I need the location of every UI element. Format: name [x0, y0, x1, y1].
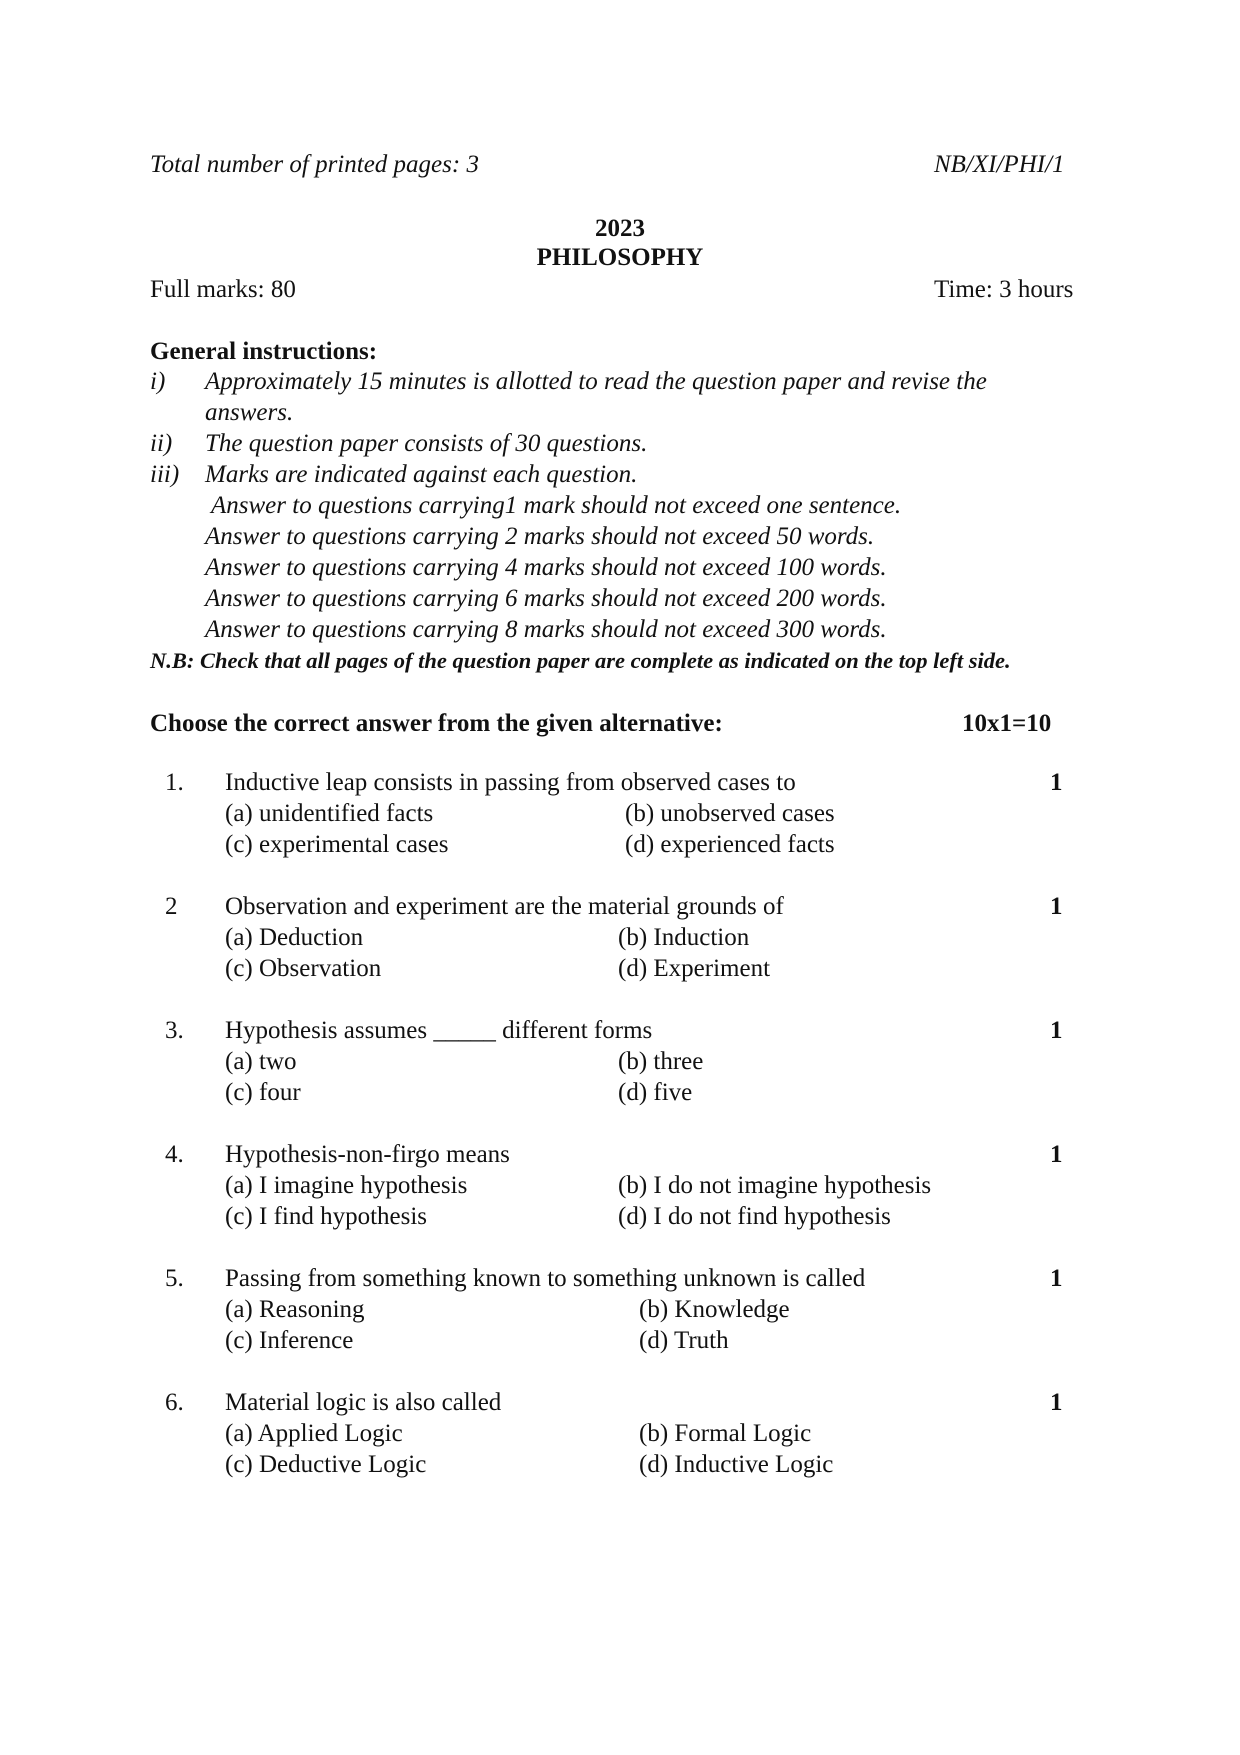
option-c: (c) I find hypothesis — [225, 1203, 428, 1230]
option-d: (d) experienced facts — [625, 831, 835, 858]
instruction-number: ii) — [150, 430, 173, 457]
option-c: (c) experimental cases — [225, 831, 449, 858]
nb-note: N.B: Check that all pages of the question paper are complete as indicated on the top left side. — [150, 648, 1011, 673]
option-a: (a) unidentified facts — [225, 800, 434, 827]
instruction-text-continued: answers. — [205, 399, 294, 426]
exam-year: 2023 — [595, 215, 645, 242]
option-b: (b) Formal Logic — [639, 1420, 812, 1447]
instruction-number: iii) — [150, 461, 180, 488]
paper-code: NB/XI/PHI/1 — [934, 151, 1065, 178]
option-a: (a) I imagine hypothesis — [225, 1172, 468, 1199]
option-b: (b) Induction — [618, 924, 750, 951]
question-number: 5. — [165, 1265, 184, 1292]
option-d: (d) five — [618, 1079, 693, 1106]
question-text: Passing from something known to something unknown is called — [225, 1265, 866, 1292]
instruction-text: Approximately 15 minutes is allotted to read the question paper and revise the — [205, 368, 987, 395]
option-a: (a) Applied Logic — [225, 1420, 403, 1447]
option-a: (a) Deduction — [225, 924, 364, 951]
instruction-text: Marks are indicated against each question. — [205, 461, 638, 488]
word-limit-note: Answer to questions carrying1 mark should not exceed one sentence. — [211, 492, 902, 519]
option-d: (d) Experiment — [618, 955, 771, 982]
option-b: (b) unobserved cases — [625, 800, 835, 827]
time-allowed: Time: 3 hours — [934, 276, 1074, 303]
question-number: 6. — [165, 1389, 184, 1416]
option-c: (c) four — [225, 1079, 301, 1106]
question-text: Observation and experiment are the material grounds of — [225, 893, 784, 920]
option-c: (c) Inference — [225, 1327, 354, 1354]
question-marks: 1 — [1050, 1265, 1063, 1292]
question-marks: 1 — [1050, 893, 1063, 920]
printed-pages-note: Total number of printed pages: 3 — [150, 151, 479, 178]
section-title: Choose the correct answer from the given alternative: — [150, 710, 723, 737]
word-limit-note: Answer to questions carrying 2 marks should not exceed 50 words. — [205, 523, 875, 550]
option-a: (a) Reasoning — [225, 1296, 365, 1323]
full-marks: Full marks: 80 — [150, 276, 296, 303]
word-limit-note: Answer to questions carrying 8 marks should not exceed 300 words. — [205, 616, 887, 643]
question-number: 2 — [165, 893, 178, 920]
instructions-heading: General instructions: — [150, 338, 378, 365]
option-b: (b) I do not imagine hypothesis — [618, 1172, 932, 1199]
word-limit-note: Answer to questions carrying 4 marks should not exceed 100 words. — [205, 554, 887, 581]
subject-title: PHILOSOPHY — [536, 244, 704, 271]
question-marks: 1 — [1050, 769, 1063, 796]
option-b: (b) three — [618, 1048, 704, 1075]
option-d: (d) Inductive Logic — [639, 1451, 834, 1478]
option-a: (a) two — [225, 1048, 297, 1075]
question-number: 1. — [165, 769, 184, 796]
option-d: (d) I do not find hypothesis — [618, 1203, 891, 1230]
question-marks: 1 — [1050, 1389, 1063, 1416]
question-text: Hypothesis-non-firgo means — [225, 1141, 510, 1168]
instruction-number: i) — [150, 368, 166, 395]
question-text: Material logic is also called — [225, 1389, 502, 1416]
word-limit-note: Answer to questions carrying 6 marks should not exceed 200 words. — [205, 585, 887, 612]
option-b: (b) Knowledge — [639, 1296, 790, 1323]
option-c: (c) Deductive Logic — [225, 1451, 427, 1478]
question-marks: 1 — [1050, 1141, 1063, 1168]
option-d: (d) Truth — [639, 1327, 729, 1354]
question-text: Inductive leap consists in passing from observed cases to — [225, 769, 796, 796]
question-marks: 1 — [1050, 1017, 1063, 1044]
option-c: (c) Observation — [225, 955, 382, 982]
section-marks: 10x1=10 — [962, 710, 1052, 737]
question-text: Hypothesis assumes _____ different forms — [225, 1017, 653, 1044]
question-number: 4. — [165, 1141, 184, 1168]
question-number: 3. — [165, 1017, 184, 1044]
instruction-text: The question paper consists of 30 questions. — [205, 430, 648, 457]
